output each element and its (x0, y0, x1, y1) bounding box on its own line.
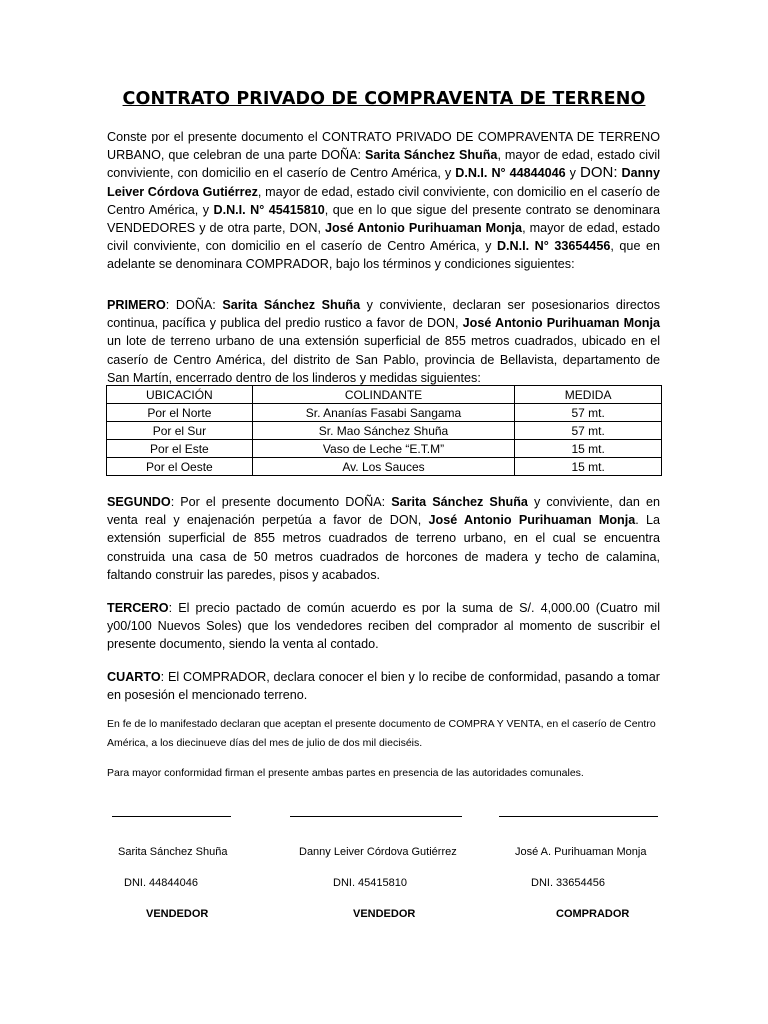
intro-text: , mayor de edad, estado civil conviviente, con domicilio en el caserío de Centro América, y (107, 148, 660, 181)
table-cell: Por el Norte (107, 404, 253, 422)
intro-text: , mayor de edad, estado civil conviviente, con domicilio en el caserío de Centro América, y (107, 184, 660, 217)
table-cell: 15 mt. (515, 458, 662, 476)
table-header-row (107, 386, 662, 404)
clause-label: PRIMERO (107, 298, 166, 312)
seller-name: Sarita Sánchez Shuña (391, 495, 528, 509)
clause-text: y conviviente, dan en venta real y enajenación perpetúa a favor de DON, (107, 495, 660, 528)
intro-paragraph (107, 128, 660, 274)
clause-text: : DOÑA: (165, 298, 223, 312)
clause-text: . La extensión superficial de 855 metros cuadrados de terreno urbano, en el cual se encuentra construida una casa de 50 metros cuadrados de horcones de madera y techo de calamina, faltando construir las paredes, pisos y acabados. (107, 513, 660, 582)
seller-name: Sarita Sánchez Shuña (364, 148, 498, 163)
intro-text: y (565, 166, 580, 181)
signatory-role: COMPRADOR (556, 908, 630, 920)
signatory-dni: DNI. 45415810 (333, 877, 407, 889)
table-cell: 57 mt. (515, 404, 662, 422)
table-cell: 15 mt. (515, 440, 662, 458)
document-title: CONTRATO PRIVADO DE COMPRAVENTA DE TERRENO (122, 89, 646, 109)
buyer-dni: D.N.I. N° 33654456 (496, 239, 611, 254)
boundaries-table (106, 385, 662, 476)
clause-cuarto (107, 668, 660, 704)
table-row (107, 458, 662, 476)
clause-text: : Por el presente documento DOÑA: (170, 495, 392, 509)
clause-label: SEGUNDO (107, 495, 171, 509)
signatory-dni: DNI. 44844046 (124, 877, 198, 889)
intro-text: , que en lo que sigue del presente contrato se denominara VENDEDORES y de otra parte, DON, (107, 202, 660, 236)
buyer-name: José Antonio Purihuaman Monja (462, 316, 660, 331)
table-row (107, 440, 662, 458)
buyer-name: José Antonio Purihuaman Monja (325, 221, 523, 236)
signatory-name: Sarita Sánchez Shuña (118, 846, 228, 858)
closing-statement: En fe de lo manifestado declaran que aceptan el presente documento de COMPRA Y VENTA, en el caserío de Centro América, a los diecinueve días del mes de julio de dos mil dieciséis. (107, 718, 656, 749)
signatory-dni: DNI. 33654456 (531, 877, 605, 889)
don-label: DON: (579, 164, 618, 182)
signature-line (499, 816, 658, 817)
table-cell: Vaso de Leche “E.T.M” (252, 440, 514, 458)
table-cell: Por el Sur (107, 422, 253, 440)
column-header: MEDIDA (515, 386, 662, 404)
clause-text: : El precio pactado de común acuerdo es por la suma de S/. 4,000.00 (Cuatro mil y00/100 Nuevos Soles) que los vendedores reciben del comprador al momento de suscribir el presente documento, siendo la venta al contado. (107, 601, 660, 652)
clause-label: CUARTO (107, 670, 161, 684)
buyer-name: José Antonio Purihuaman Monja (428, 513, 636, 528)
table-cell: 57 mt. (515, 422, 662, 440)
intro-text: Conste por el presente documento el CONTRATO PRIVADO DE COMPRAVENTA DE TERRENO URBANO, que celebran de una parte DOÑA: (107, 130, 660, 163)
signatory-name: José A. Purihuaman Monja (515, 846, 647, 858)
seller-dni: D.N.I. N° 44844046 (455, 166, 566, 181)
clause-text: : El COMPRADOR, declara conocer el bien y lo recibe de conformidad, pasando a tomar en posesión el mencionado terreno. (107, 670, 660, 703)
clause-tercero (107, 599, 660, 654)
table-cell: Sr. Mao Sánchez Shuña (252, 422, 514, 440)
table-cell: Por el Oeste (107, 458, 253, 476)
signature-line (112, 816, 231, 817)
seller-name: Sarita Sánchez Shuña (222, 298, 361, 312)
clause-segundo (107, 493, 660, 584)
seller2-dni: D.N.I. N° 45415810 (213, 202, 325, 217)
signatory-role: VENDEDOR (146, 908, 209, 920)
clause-text: y conviviente, declaran ser posesionarios directos continua, pacífica y publica del predio rustico a favor de DON, (107, 298, 661, 331)
table-row (107, 422, 662, 440)
column-header: UBICACIÓN (107, 386, 253, 404)
intro-text: , mayor de edad, estado civil conviviente, con domicilio en el caserío de Centro América, y (107, 221, 660, 254)
signatory-name: Danny Leiver Córdova Gutiérrez (299, 846, 457, 858)
table-cell: Sr. Ananías Fasabi Sangama (252, 404, 514, 422)
seller2-name: Danny Leiver Córdova Gutiérrez (107, 166, 661, 199)
table-cell: Av. Los Sauces (252, 458, 514, 476)
signature-line (290, 816, 462, 817)
signatory-role: VENDEDOR (353, 908, 416, 920)
closing-conformity: Para mayor conformidad firman el presente ambas partes en presencia de las autoridades comunales. (107, 767, 584, 779)
intro-text: , que en adelante se denominara COMPRADOR, bajo los términos y condiciones siguientes: (107, 239, 660, 272)
table-cell: Por el Este (107, 440, 253, 458)
column-header: COLINDANTE (252, 386, 514, 404)
clause-primero (107, 296, 660, 387)
clause-text: un lote de terreno urbano de una extensión superficial de 855 metros cuadrados, ubicado en el caserío de Centro América, del distrito de San Pablo, provincia de Bellavista, departamento de San Martín, encerrado dentro de los linderos y medidas siguientes: (107, 334, 660, 385)
clause-label: TERCERO (107, 601, 169, 615)
table-row (107, 404, 662, 422)
